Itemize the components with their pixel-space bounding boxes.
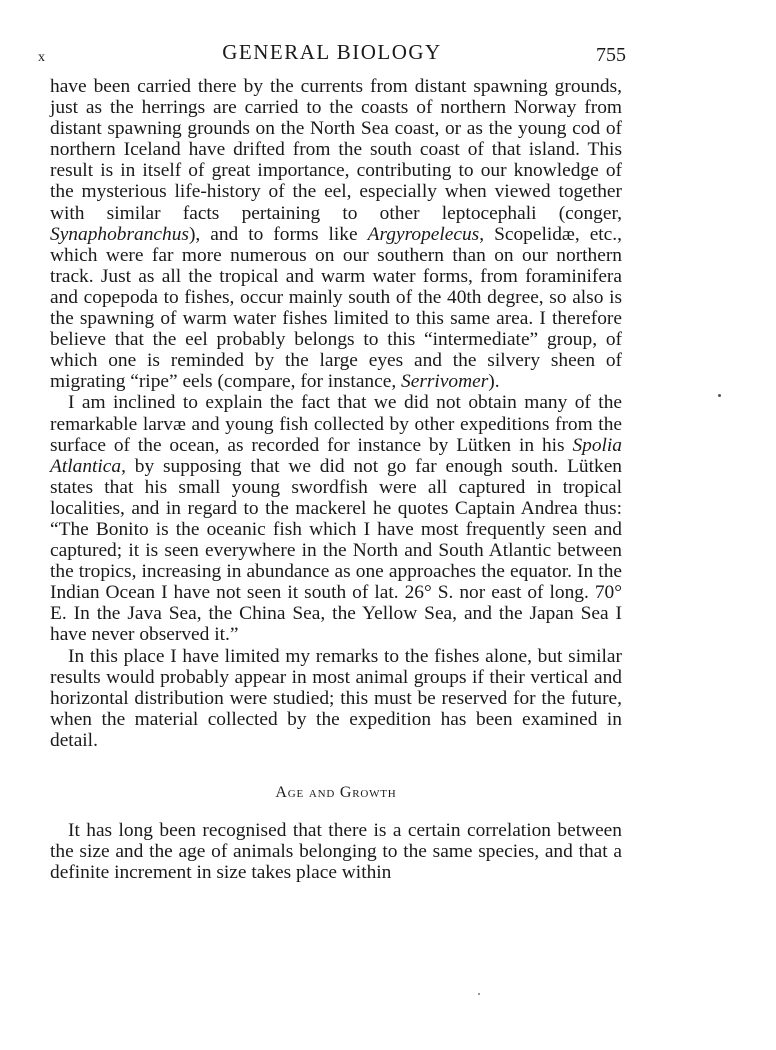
paragraph-3 (50, 646, 622, 751)
text-run: have been carried there by the currents from distant spawning grounds, just as the herrings are carried to the coasts of northern Norway from distant spawning grounds on the North Sea coast, or as the young cod of northern Iceland have drifted from the south coast of that island. This result is in itself of great importance, contributing to our knowledge of the mysterious life-history of the eel, especially when viewed together with similar facts pertaining to other leptocephali (conger, (50, 76, 622, 224)
paragraph-1 (50, 76, 622, 392)
stray-ink-mark (478, 993, 480, 995)
section-heading-text: Age and Growth (275, 784, 397, 801)
paragraph-2 (50, 392, 622, 645)
text-run: , by supposing that we did not go far enough south. Lütken states that his small young swordfish were all captured in tropical localities, and in regard to the mackerel he quotes Captain Andrea thus: “The Bonito is the oceanic fish which I have most frequently seen and captured; it is seen everywhere in the North and South Atlantic between the tropics, increasing in abundance as one approaches the equator. In the Indian Ocean I have not seen it south of lat. 26° S. nor east of long. 70° E. In the Java Sea, the China Sea, the Yellow Sea, and the Japan Sea I have never observed it.” (50, 455, 622, 646)
italic-text: Synaphobranchus (50, 223, 189, 245)
page-header (38, 40, 626, 70)
running-title: GENERAL BIOLOGY (222, 40, 442, 64)
paragraph-4: It has long been recognised that there is a certain correlation between the size and the age of animals belonging to the same species, and that a definite increment in size takes place within (50, 820, 622, 884)
page-number: 755 (596, 44, 626, 66)
italic-text: Spolia Atlantica (50, 434, 622, 477)
text-run: ), and to forms like (188, 223, 368, 245)
text-run: ). (488, 371, 500, 393)
stray-ink-mark (718, 394, 721, 397)
text-run: , Scopelidæ, etc., which were far more numerous on our southern than on our northern track. Just as all the tropical and warm water forms, from foraminifera and copepoda to fishes, occur mainly south of the 40th degree, so also is the spawning of warm water fishes limited to this same area. I therefore believe that the eel probably belongs to this “intermediate” group, of which one is reminded by the large eyes and the silvery sheen of migrating “ripe” eels (compare, for instance, (50, 223, 622, 393)
italic-text: Serrivomer (401, 371, 489, 393)
signature-mark: x (38, 50, 45, 65)
italic-text: Argyropelecus (367, 223, 480, 245)
text-run: In this place I have limited my remarks to the fishes alone, but similar results would probably appear in most animal groups if their vertical and horizontal distribution were studied; this must be reserved for the future, when the material collected by the expedition has been examined in detail. (50, 645, 622, 751)
text-run: I am inclined to explain the fact that we did not obtain many of the remarkable larvæ and young fish collected by other expeditions from the surface of the ocean, as recorded for instance by Lütken in his (50, 392, 622, 456)
section-heading (50, 782, 622, 803)
body-text (50, 76, 622, 883)
